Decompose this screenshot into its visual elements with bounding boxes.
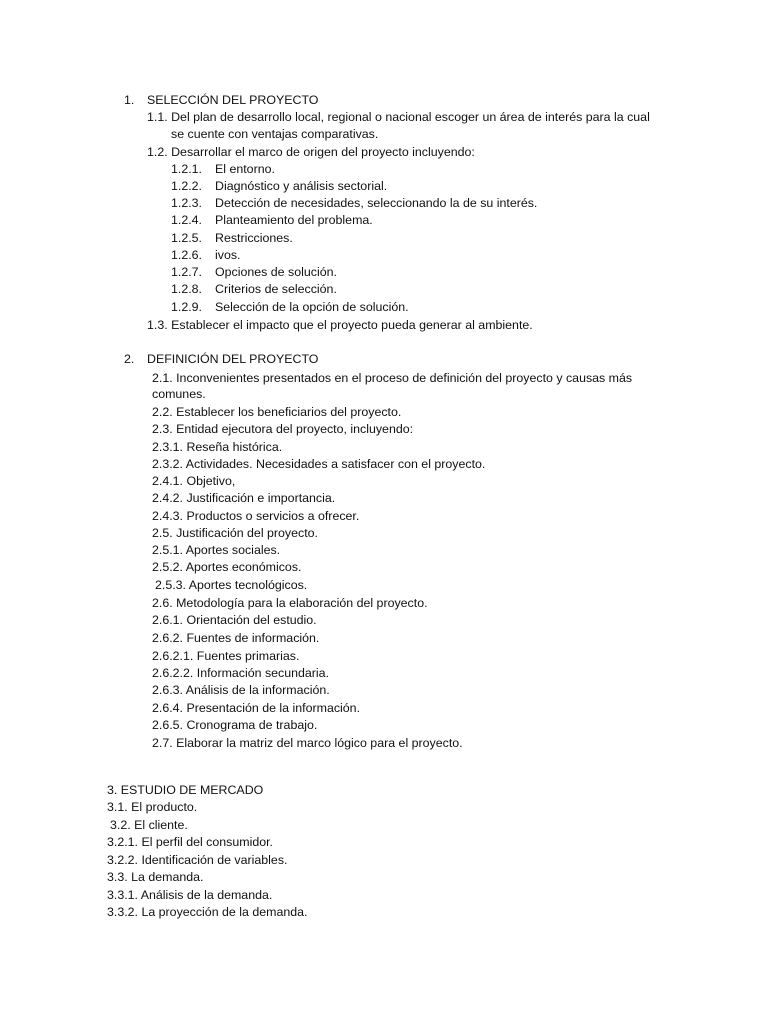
list-item: 2.5.1. Aportes sociales.: [152, 543, 281, 557]
section-1-heading: [124, 92, 318, 109]
item-number: 1.2.2.: [171, 179, 203, 193]
list-item: 2.3.2. Actividades. Necesidades a satisfacer con el proyecto.: [152, 457, 486, 471]
list-item: [171, 264, 337, 281]
section-number: 2.: [124, 352, 135, 366]
item-text: Criterios de selección.: [215, 282, 337, 296]
item-text: Selección de la opción de solución.: [215, 300, 409, 314]
section-3-heading: 3. ESTUDIO DE MERCADO: [107, 783, 264, 797]
list-item: comunes.: [152, 387, 206, 401]
list-item: se cuente con ventajas comparativas.: [171, 127, 379, 141]
list-item: 2.6.4. Presentación de la información.: [152, 701, 361, 715]
item-text: Detección de necesidades, seleccionando la de su interés.: [215, 196, 538, 210]
list-item: 1.1. Del plan de desarrollo local, regional o nacional escoger un área de interés para la cual: [147, 110, 650, 124]
list-item: 3.2. El cliente.: [110, 818, 188, 832]
item-number: 1.2.4.: [171, 213, 203, 227]
list-item: 2.6.2. Fuentes de información.: [152, 631, 320, 645]
list-item: 2.6. Metodología para la elaboración del proyecto.: [152, 596, 428, 610]
section-2-heading: [124, 351, 318, 368]
item-number: 1.2.6.: [171, 248, 203, 262]
list-item: 2.6.1. Orientación del estudio.: [152, 613, 317, 627]
list-item: 2.5.3. Aportes tecnológicos.: [155, 578, 308, 592]
list-item: 3.3.1. Análisis de la demanda.: [107, 888, 273, 902]
list-item: [171, 299, 409, 316]
list-item: 2.1. Inconvenientes presentados en el proceso de definición del proyecto y causas más: [152, 371, 633, 385]
list-item: 2.4.2. Justificación e importancia.: [152, 491, 336, 505]
list-item: [171, 195, 537, 212]
list-item: 2.5. Justificación del proyecto.: [152, 526, 318, 540]
list-item: [171, 247, 240, 264]
list-item: 2.6.5. Cronograma de trabajo.: [152, 718, 318, 732]
item-text: Planteamiento del problema.: [215, 213, 373, 227]
item-number: 1.2.8.: [171, 282, 203, 296]
item-text: Restricciones.: [215, 231, 293, 245]
item-number: 1.2.9.: [171, 300, 203, 314]
list-item: 3.3.2. La proyección de la demanda.: [107, 905, 308, 919]
list-item: 2.6.3. Análisis de la información.: [152, 683, 330, 697]
item-number: 1.2.5.: [171, 231, 203, 245]
section-number: 1.: [124, 93, 135, 107]
list-item: 3.3. La demanda.: [107, 870, 204, 884]
item-text: Diagnóstico y análisis sectorial.: [215, 179, 388, 193]
list-item: 2.7. Elaborar la matriz del marco lógico para el proyecto.: [152, 736, 463, 750]
list-item: 2.4.1. Objetivo,: [152, 474, 236, 488]
item-text: ivos.: [215, 248, 241, 262]
section-title: DEFINICIÓN DEL PROYECTO: [147, 352, 319, 366]
list-item: 3.2.2. Identificación de variables.: [107, 853, 288, 867]
list-item: 1.2. Desarrollar el marco de origen del proyecto incluyendo:: [147, 145, 475, 159]
list-item: 3.1. El producto.: [107, 800, 198, 814]
list-item: [171, 178, 387, 195]
list-item: 2.3. Entidad ejecutora del proyecto, incluyendo:: [152, 422, 414, 436]
list-item: [171, 281, 337, 298]
list-item: 2.2. Establecer los beneficiarios del proyecto.: [152, 405, 402, 419]
list-item: 3.2.1. El perfil del consumidor.: [107, 835, 273, 849]
list-item: 2.3.1. Reseña histórica.: [152, 440, 283, 454]
item-text: El entorno.: [215, 162, 275, 176]
item-number: 1.2.1.: [171, 162, 203, 176]
list-item: [171, 161, 275, 178]
list-item: [171, 212, 373, 229]
list-item: 1.3. Establecer el impacto que el proyecto pueda generar al ambiente.: [147, 318, 533, 332]
section-title: SELECCIÓN DEL PROYECTO: [147, 93, 319, 107]
list-item: 2.6.2.1. Fuentes primarias.: [152, 649, 300, 663]
list-item: 2.6.2.2. Información secundaria.: [152, 666, 330, 680]
item-number: 1.2.7.: [171, 265, 203, 279]
list-item: 2.4.3. Productos o servicios a ofrecer.: [152, 509, 360, 523]
list-item: [171, 230, 293, 247]
item-number: 1.2.3.: [171, 196, 203, 210]
item-text: Opciones de solución.: [215, 265, 337, 279]
list-item: 2.5.2. Aportes económicos.: [152, 560, 302, 574]
